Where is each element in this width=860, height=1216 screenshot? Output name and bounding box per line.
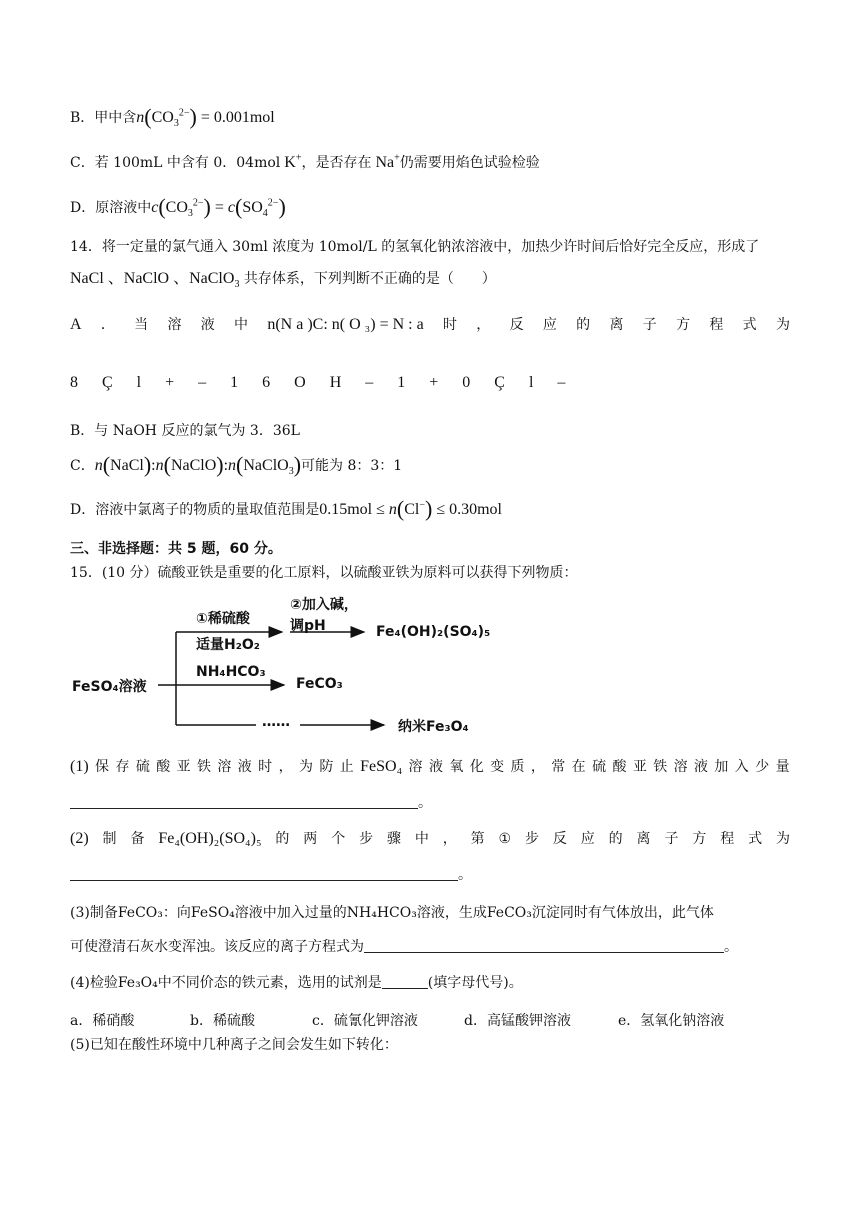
- word: 第: [470, 831, 485, 847]
- diagram-product-3: 纳米Fe₃O₄: [398, 719, 469, 735]
- word: 步: [524, 831, 539, 847]
- word: ，: [442, 831, 457, 847]
- diagram-product-1: Fe₄(OH)₂(SO₄)₅: [376, 624, 491, 640]
- option-a: a．稀硝酸: [70, 1013, 135, 1029]
- word: ，: [278, 759, 293, 775]
- q15-part2-line2: 。: [70, 864, 472, 886]
- word: 的: [275, 831, 290, 847]
- q15-part1-line1: [70, 756, 790, 778]
- diagram-step1-reagent-top: ①稀硫酸: [196, 611, 250, 627]
- diagram-step2-reagent-top: ②加入碱，: [290, 597, 358, 613]
- diagram-start: FeSO₄溶液: [72, 679, 147, 695]
- answer-blank-1[interactable]: [70, 794, 418, 809]
- word: 在: [571, 759, 586, 775]
- word: 硫: [135, 759, 150, 775]
- word: 氧: [449, 759, 464, 775]
- word: 时: [442, 317, 457, 333]
- word: 铁: [197, 759, 211, 775]
- word: 化: [469, 759, 484, 775]
- answer-blank-2[interactable]: [70, 866, 458, 881]
- word: 止: [339, 759, 354, 775]
- q13-option-d: D．原溶液中$c(CO_3^{2-}) = c(SO_4^{2-})$: [70, 194, 286, 220]
- word: 液: [428, 759, 443, 775]
- option-d: d．高锰酸钾溶液: [464, 1013, 571, 1029]
- q14-option-a-line1: [70, 314, 790, 336]
- answer-blank-4[interactable]: [382, 974, 428, 989]
- word: 变: [490, 759, 505, 775]
- word: 为: [298, 759, 313, 775]
- word: 存: [115, 759, 130, 775]
- q15-part5: (5)已知在酸性环境中几种离子之间会发生如下转化：: [70, 1037, 398, 1053]
- word: 骤: [386, 831, 401, 847]
- option-e: e．氢氧化钠溶液: [618, 1013, 725, 1029]
- word: 亚: [632, 759, 647, 775]
- word: 制: [102, 831, 117, 847]
- word: n(N a )C: n( O ₃) = N : a: [267, 316, 424, 333]
- word: 量: [775, 759, 790, 775]
- word: 质: [510, 759, 525, 775]
- word: 亚: [176, 759, 191, 775]
- q15-part2-line1: [70, 828, 790, 850]
- word: 少: [755, 759, 770, 775]
- word: 为: [775, 317, 790, 333]
- section-3-heading: 三、非选择题：共 5 题，60 分。: [70, 541, 282, 557]
- q14-stem-line1: 14．将一定量的氯气通入 30ml 浓度为 10mol/L 的氢氧化钠浓溶液中，加热少许时间后恰好完全反应，形成了: [70, 239, 760, 255]
- word: 程: [720, 831, 735, 847]
- word: 备: [130, 831, 145, 847]
- q15-stem: 15．(10 分）硫酸亚铁是重要的化工原料，以硫酸亚铁为原料可以获得下列物质：: [70, 565, 578, 581]
- word: 常: [551, 759, 566, 775]
- word: 反: [552, 831, 567, 847]
- word: (1): [70, 758, 89, 775]
- answer-blank-3[interactable]: [364, 938, 724, 953]
- diagram-step1-reagent-bottom: 适量H₂O₂: [196, 637, 260, 653]
- word: 当: [134, 317, 149, 333]
- word: 程: [709, 317, 724, 333]
- word: 防: [319, 759, 334, 775]
- q14-option-b: B．与 NaOH 反应的氯气为 3．36L: [70, 423, 300, 439]
- word: 溶: [167, 317, 182, 333]
- word: FeSO₄: [360, 758, 403, 775]
- word: ，: [476, 317, 491, 333]
- word: 离: [609, 317, 624, 333]
- diagram-dots: ……: [262, 714, 290, 730]
- q14-stem-line2: NaCl 、NaClO 、NaClO$_3$ 共存体系，下列判断不正确的是（ ）: [70, 270, 496, 291]
- word: 方: [692, 831, 707, 847]
- word: 酸: [612, 759, 627, 775]
- q15-part4: (4)检验Fe₃O₄中不同价态的铁元素，选用的试剂是 (填字母代号)。: [70, 975, 523, 991]
- word: 子: [664, 831, 679, 847]
- word: 的: [608, 831, 623, 847]
- q14-option-a-equation: 8 Ç l + ‒ 1 6 O H ‒ 1 + 0 Ç l ‒: [70, 374, 576, 391]
- q14-option-d: D．溶液中氯离子的物质的量取值范围是0.15mol ≤ n(Cl−) ≤ 0.30mol: [70, 496, 502, 521]
- q15-part1-line2: 。: [70, 792, 432, 814]
- word: 个: [331, 831, 346, 847]
- diagram-product-2: FeCO₃: [296, 676, 343, 692]
- word: 硫: [592, 759, 607, 775]
- word: ①: [498, 831, 512, 847]
- word: 应: [580, 831, 595, 847]
- word: 式: [742, 317, 757, 333]
- q15-part3-line1: (3)制备FeCO₃：向FeSO₄溶液中加入过量的NH₄HCO₃溶液，生成FeCO₃沉淀同时有气体放出，此气体: [70, 905, 714, 921]
- word: 中: [414, 831, 429, 847]
- word: 式: [748, 831, 763, 847]
- word: 铁: [653, 759, 668, 775]
- word: 方: [676, 317, 691, 333]
- word: 溶: [673, 759, 688, 775]
- word: 加: [714, 759, 729, 775]
- word: 两: [303, 831, 318, 847]
- word: A: [70, 316, 82, 333]
- word: 为: [776, 831, 790, 847]
- word: 酸: [156, 759, 171, 775]
- word: (2): [70, 830, 89, 847]
- word: 子: [642, 317, 657, 333]
- word: 的: [576, 317, 591, 333]
- word: 时: [258, 759, 273, 775]
- word: 步: [359, 831, 374, 847]
- q15-part3-line2: 可使澄清石灰水变浑浊。该反应的离子方程式为 。: [70, 939, 738, 955]
- word: 液: [694, 759, 709, 775]
- word: Fe₄(OH)₂(SO₄)₅: [158, 830, 262, 847]
- word: ，: [530, 759, 545, 775]
- word: 离: [636, 831, 651, 847]
- q14-option-c: C．n(NaCl):n(NaClO):n(NaClO$_3$)可能为 8：3：1: [70, 452, 403, 478]
- word: ．: [100, 317, 115, 333]
- word: 入: [734, 759, 749, 775]
- word: 溶: [217, 759, 232, 775]
- word: 反: [509, 317, 524, 333]
- diagram-reagent-2: NH₄HCO₃: [196, 664, 266, 680]
- q13-option-b: B．甲中含$n(CO_3^{2-}) = 0.001mol$: [70, 104, 275, 130]
- diagram-step2-reagent-bottom: 调pH: [290, 618, 326, 634]
- option-c: c．硫氰化钾溶液: [312, 1013, 418, 1029]
- word: 溶: [408, 759, 423, 775]
- option-b: b．稀硫酸: [190, 1013, 255, 1029]
- word: 保: [95, 759, 110, 775]
- word: 中: [234, 317, 249, 333]
- q13-option-c: C．若 100mL 中含有 0．04mol K+，是否存在 Na+仍需要用焰色试验检验: [70, 152, 540, 171]
- word: 应: [542, 317, 557, 333]
- word: 液: [237, 759, 252, 775]
- word: 液: [200, 317, 215, 333]
